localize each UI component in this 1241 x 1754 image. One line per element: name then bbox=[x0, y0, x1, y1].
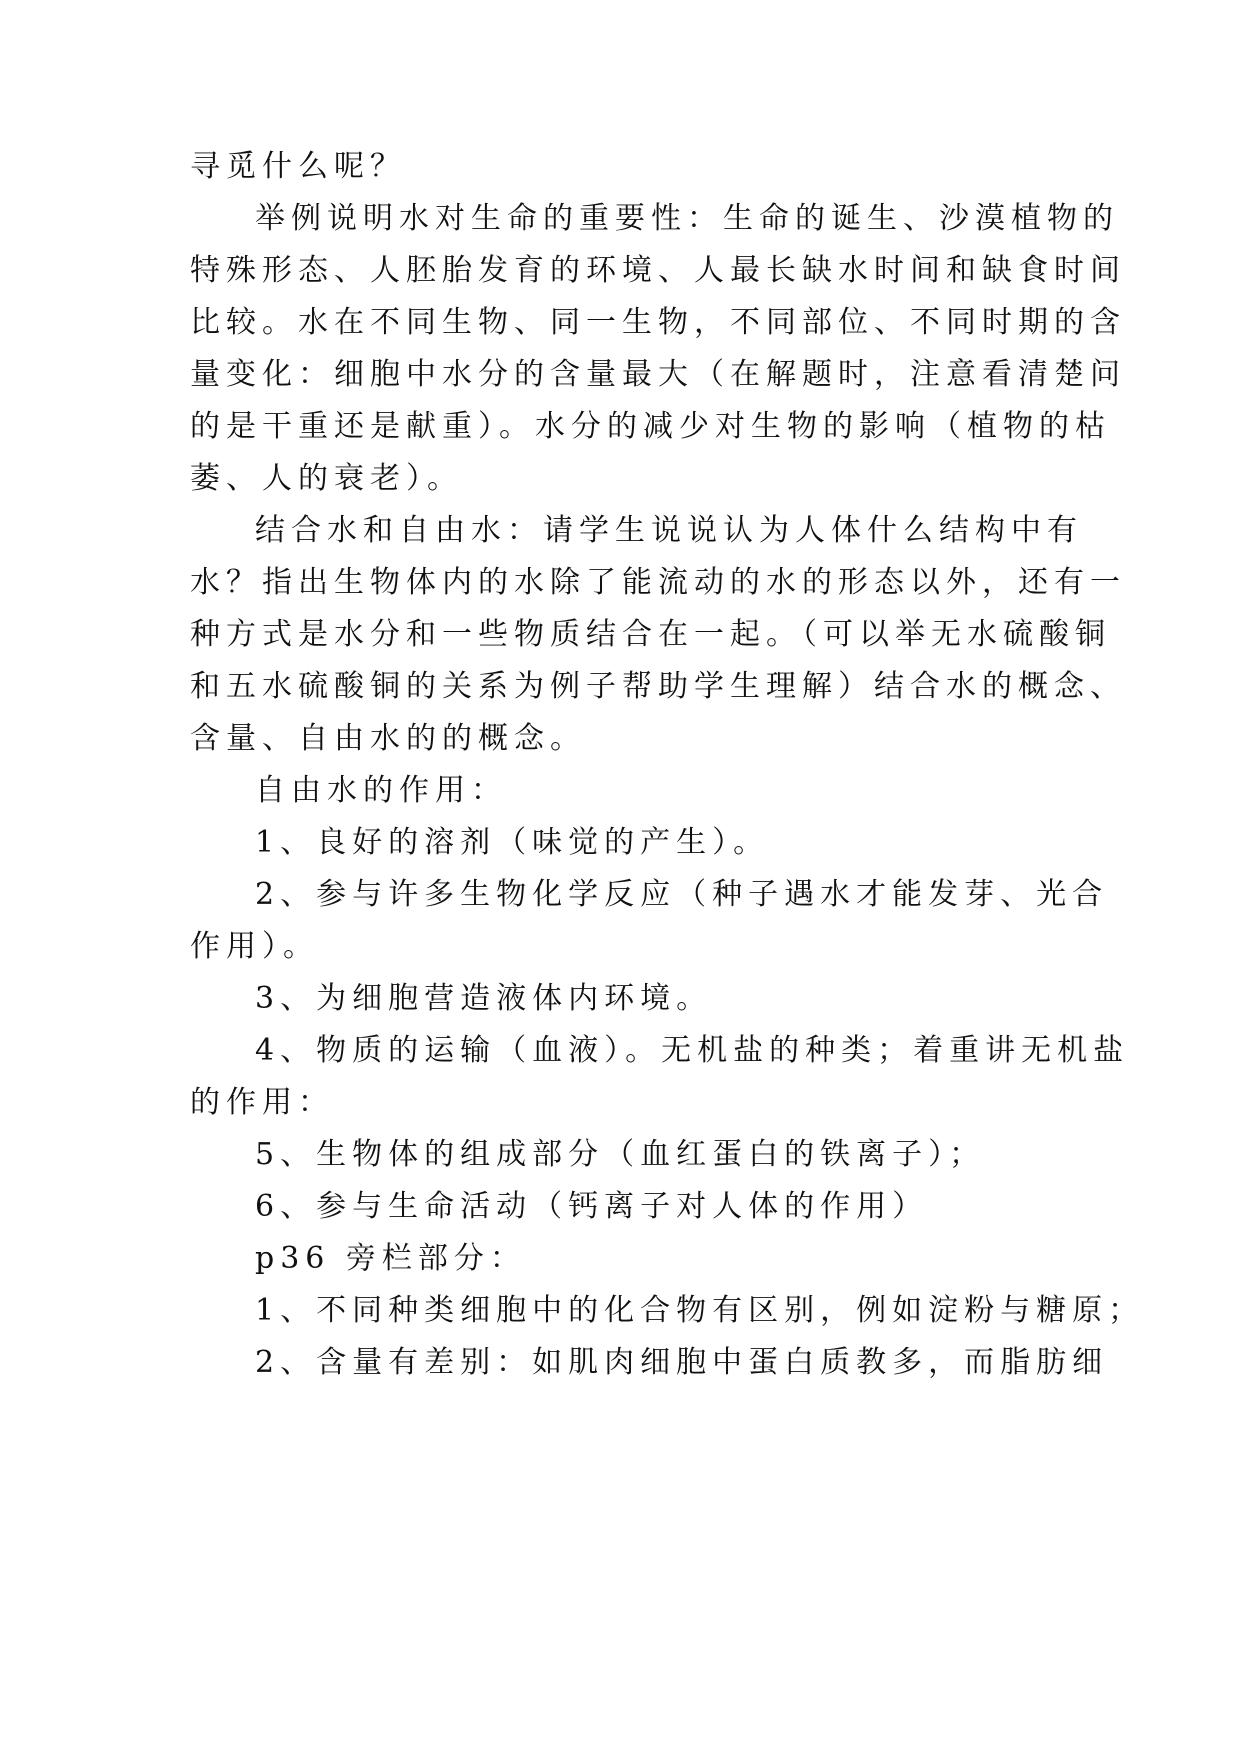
text-line: 和五水硫酸铜的关系为例子帮助学生理解）结合水的概念、 bbox=[190, 669, 1126, 704]
text-line: 的作用： bbox=[190, 1085, 334, 1120]
list-item: 2、参与许多生物化学反应（种子遇水才能发芽、光合 bbox=[255, 877, 1109, 912]
list-item: 4、物质的运输（血液）。无机盐的种类；着重讲无机盐 bbox=[255, 1033, 1130, 1068]
paragraph-start: 结合水和自由水：请学生说说认为人体什么结构中有 bbox=[255, 513, 1083, 548]
list-item: 5、生物体的组成部分（血红蛋白的铁离子）； bbox=[255, 1137, 986, 1172]
list-item: 1、良好的溶剂（味觉的产生）。 bbox=[255, 825, 770, 860]
text-line: 量变化：细胞中水分的含量最大（在解题时，注意看清楚问 bbox=[190, 357, 1126, 392]
section-heading: p36 旁栏部分： bbox=[255, 1241, 526, 1276]
text-line: 水？指出生物体内的水除了能流动的水的形态以外，还有一 bbox=[190, 565, 1126, 600]
list-item: 2、含量有差别：如肌肉细胞中蛋白质教多，而脂肪细 bbox=[255, 1345, 1109, 1380]
text-line: 种方式是水分和一些物质结合在一起。（可以举无水硫酸铜 bbox=[190, 617, 1111, 652]
section-heading: 自由水的作用： bbox=[255, 773, 507, 808]
text-line: 寻觅什么呢？ bbox=[190, 149, 406, 184]
text-line: 的是干重还是献重）。水分的减少对生物的影响（植物的枯 bbox=[190, 409, 1111, 444]
text-line: 特殊形态、人胚胎发育的环境、人最长缺水时间和缺食时间 bbox=[190, 253, 1126, 288]
list-item: 1、不同种类细胞中的化合物有区别，例如淀粉与糖原； bbox=[255, 1293, 1145, 1328]
text-line: 萎、人的衰老）。 bbox=[190, 461, 463, 496]
text-line: 含量、自由水的的概念。 bbox=[190, 721, 586, 756]
text-line: 比较。水在不同生物、同一生物，不同部位、不同时期的含 bbox=[190, 305, 1126, 340]
paragraph-start: 举例说明水对生命的重要性：生命的诞生、沙漠植物的 bbox=[255, 201, 1119, 236]
list-item: 6、参与生命活动（钙离子对人体的作用） bbox=[255, 1189, 929, 1224]
list-item: 3、为细胞营造液体内环境。 bbox=[255, 981, 713, 1016]
text-line: 作用）。 bbox=[190, 929, 319, 964]
